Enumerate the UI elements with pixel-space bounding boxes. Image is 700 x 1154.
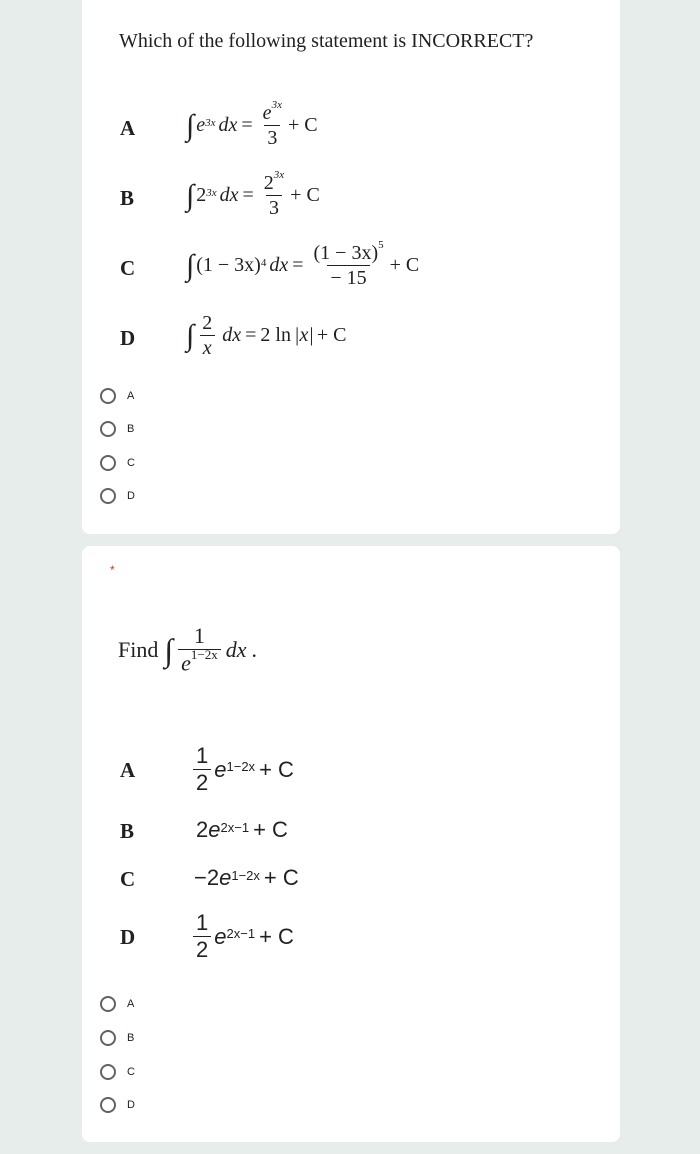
choice-label: D <box>127 490 135 502</box>
q1-option-a-formula <box>186 99 318 149</box>
numerator: 2 <box>202 312 213 334</box>
q2-choice-a[interactable] <box>100 996 134 1012</box>
q2-choice-b[interactable] <box>100 1030 134 1046</box>
radio-button[interactable] <box>100 1030 116 1046</box>
question-1-text: Which of the following statement is INCORRECT? <box>119 30 534 52</box>
exponent: 3x <box>206 186 217 199</box>
base: e <box>214 756 227 782</box>
numerator: 1 <box>193 623 205 648</box>
q2-option-d-letter: D <box>120 925 136 949</box>
q1-option-b-formula <box>186 169 320 219</box>
radio-button[interactable] <box>100 488 116 504</box>
q2-option-a-formula <box>190 744 294 795</box>
choice-label: B <box>127 423 135 435</box>
coefficient-fraction <box>193 911 211 962</box>
radio-button[interactable] <box>100 388 116 404</box>
fraction <box>261 169 287 219</box>
constant: + C <box>316 324 347 346</box>
denominator-base: e <box>181 650 191 676</box>
integral-sign: ∫ <box>186 248 195 282</box>
denominator-exponent: 1−2x <box>190 647 218 663</box>
dx: dx <box>219 184 239 206</box>
dx: dx <box>222 324 242 346</box>
radio-button[interactable] <box>100 1064 116 1080</box>
q2-choice-d[interactable] <box>100 1097 135 1113</box>
absolute-x: |x| <box>293 324 314 346</box>
integral-sign: ∫ <box>186 318 195 352</box>
denominator: 3 <box>266 195 282 219</box>
constant: + C <box>259 923 294 949</box>
numerator-exponent: 3x <box>271 99 282 112</box>
q1-option-c-letter: C <box>120 256 136 280</box>
find-label: Find <box>118 636 159 662</box>
denominator: x <box>200 335 215 359</box>
choice-label: C <box>127 457 135 469</box>
q1-option-d-letter: D <box>120 326 136 350</box>
q1-option-c-formula <box>186 239 420 289</box>
radio-button[interactable] <box>100 421 116 437</box>
numerator: 1 <box>196 910 209 935</box>
question-2-text <box>118 624 258 676</box>
base: e <box>208 817 221 842</box>
equals: = <box>292 254 304 276</box>
q1-option-a-letter: A <box>120 116 136 140</box>
exponent: 1−2x <box>226 759 256 775</box>
required-asterisk: * <box>110 563 115 577</box>
radio-button[interactable] <box>100 1097 116 1113</box>
denominator: 3 <box>264 125 280 149</box>
fraction <box>311 239 387 289</box>
coefficient: −2 <box>194 865 220 890</box>
choice-label: A <box>127 998 135 1010</box>
numerator: 1 <box>196 743 209 768</box>
dx: dx <box>269 254 289 276</box>
choice-label: C <box>127 1066 135 1078</box>
exponent: 2x−1 <box>226 926 256 942</box>
constant: + C <box>290 184 320 206</box>
q2-option-a-letter: A <box>120 758 136 782</box>
numerator-exponent: 3x <box>273 169 285 182</box>
denominator: 2 <box>193 769 211 795</box>
fraction <box>199 312 215 359</box>
dx: dx <box>218 114 238 136</box>
exponent: 2x−1 <box>220 819 250 835</box>
rhs-coefficient: 2 ln <box>260 324 291 346</box>
coefficient-fraction <box>193 744 211 795</box>
exponent: 3x <box>205 116 216 129</box>
coefficient: 2 <box>196 817 209 842</box>
integral-sign: ∫ <box>186 178 195 212</box>
q2-option-b-letter: B <box>120 819 135 843</box>
integrand: 2 <box>196 184 207 206</box>
constant: + C <box>287 114 318 136</box>
q1-choice-a[interactable] <box>100 388 134 404</box>
q2-option-c-letter: C <box>120 867 136 891</box>
constant: + C <box>253 817 288 842</box>
dx: dx . <box>225 636 258 662</box>
q1-option-b-letter: B <box>120 186 135 210</box>
exponent: 4 <box>260 256 267 269</box>
equals: = <box>242 184 254 206</box>
q2-option-c-formula <box>194 865 299 891</box>
denominator: − 15 <box>327 265 369 289</box>
numerator: 2 <box>263 172 274 194</box>
integrand: (1 − 3x) <box>196 254 261 276</box>
choice-label: B <box>127 1032 135 1044</box>
numerator-exponent: 5 <box>378 239 384 252</box>
q1-choice-d[interactable] <box>100 488 135 504</box>
integral-sign: ∫ <box>186 108 195 142</box>
constant: + C <box>389 254 420 276</box>
q1-choice-b[interactable] <box>100 421 134 437</box>
choice-label: D <box>127 1099 135 1111</box>
q1-option-d-formula <box>186 312 346 359</box>
constant: + C <box>259 756 294 782</box>
fraction <box>260 99 285 149</box>
numerator: e <box>262 102 272 124</box>
base: e <box>219 865 232 890</box>
q2-option-d-formula <box>190 911 294 962</box>
constant: + C <box>263 865 299 890</box>
q1-choice-c[interactable] <box>100 455 135 471</box>
integral-sign: ∫ <box>164 631 174 668</box>
q2-option-b-formula <box>196 817 288 843</box>
base: e <box>214 923 227 949</box>
choice-label: A <box>127 390 135 402</box>
exponent: 1−2x <box>231 867 260 883</box>
radio-button[interactable] <box>100 996 116 1012</box>
equals: = <box>245 324 257 346</box>
denominator: 2 <box>193 936 211 962</box>
numerator: (1 − 3x) <box>313 242 379 264</box>
fraction <box>178 624 221 676</box>
q2-choice-c[interactable] <box>100 1064 135 1080</box>
radio-button[interactable] <box>100 455 116 471</box>
equals: = <box>241 114 253 136</box>
integrand: e <box>196 114 206 136</box>
